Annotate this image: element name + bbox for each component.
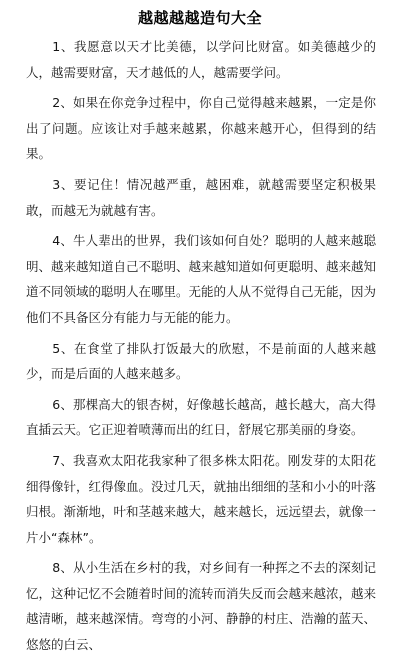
paragraph-2: 2、如果在你竞争过程中，你自己觉得越来越累，一定是你出了问题。应该让对手越来越累，你越来越开心，但得到的结果。 (26, 95, 376, 162)
paragraph-6: 6、那棵高大的银杏树，好像越长越高，越长越大，高大得直插云天。它正迎着喷薄而出的红日，舒展它那美丽的身姿。 (26, 396, 376, 438)
paragraph-8: 8、从小生活在乡村的我，对乡间有一种挥之不去的深刻记忆，这种记忆不会随着时间的流转而消失反而会越来越浓，越来越清晰，越来越深情。弯弯的小河、静静的村庄、浩瀚的蓝天、悠悠的白云、 (26, 560, 377, 653)
document-body (26, 34, 376, 663)
document-title: 越越越越造句大全 (137, 9, 262, 27)
paragraph-3: 3、要记住！情况越严重，越困难，就越需要坚定积极果敢，而越无为就越有害。 (26, 176, 376, 218)
paragraph-7: 7、我喜欢太阳花我家种了很多株太阳花。刚发芽的太阳花细得像针，红得像血。没过几天，就抽出细细的茎和小小的叶落归根。渐渐地，叶和茎越来越大，越来越长，远远望去，就像一片小“森林”。 (26, 452, 377, 545)
paragraph-4: 4、牛人辈出的世界，我们该如何自处？聪明的人越来越聪明、越来越知道自己不聪明、越来越知道如何更聪明、越来越知道不同领域的聪明人在哪里。无能的人从不觉得自己无能，因为他们不具备区分有能力与无能的能力。 (26, 233, 377, 325)
paragraph-5: 5、在食堂了排队打饭最大的欣慰，不是前面的人越来越少，而是后面的人越来越多。 (26, 340, 376, 382)
paragraph-1: 1、我愿意以天才比美德，以学问比财富。如美德越少的人，越需要财富，天才越低的人，越需要学问。 (26, 39, 376, 80)
